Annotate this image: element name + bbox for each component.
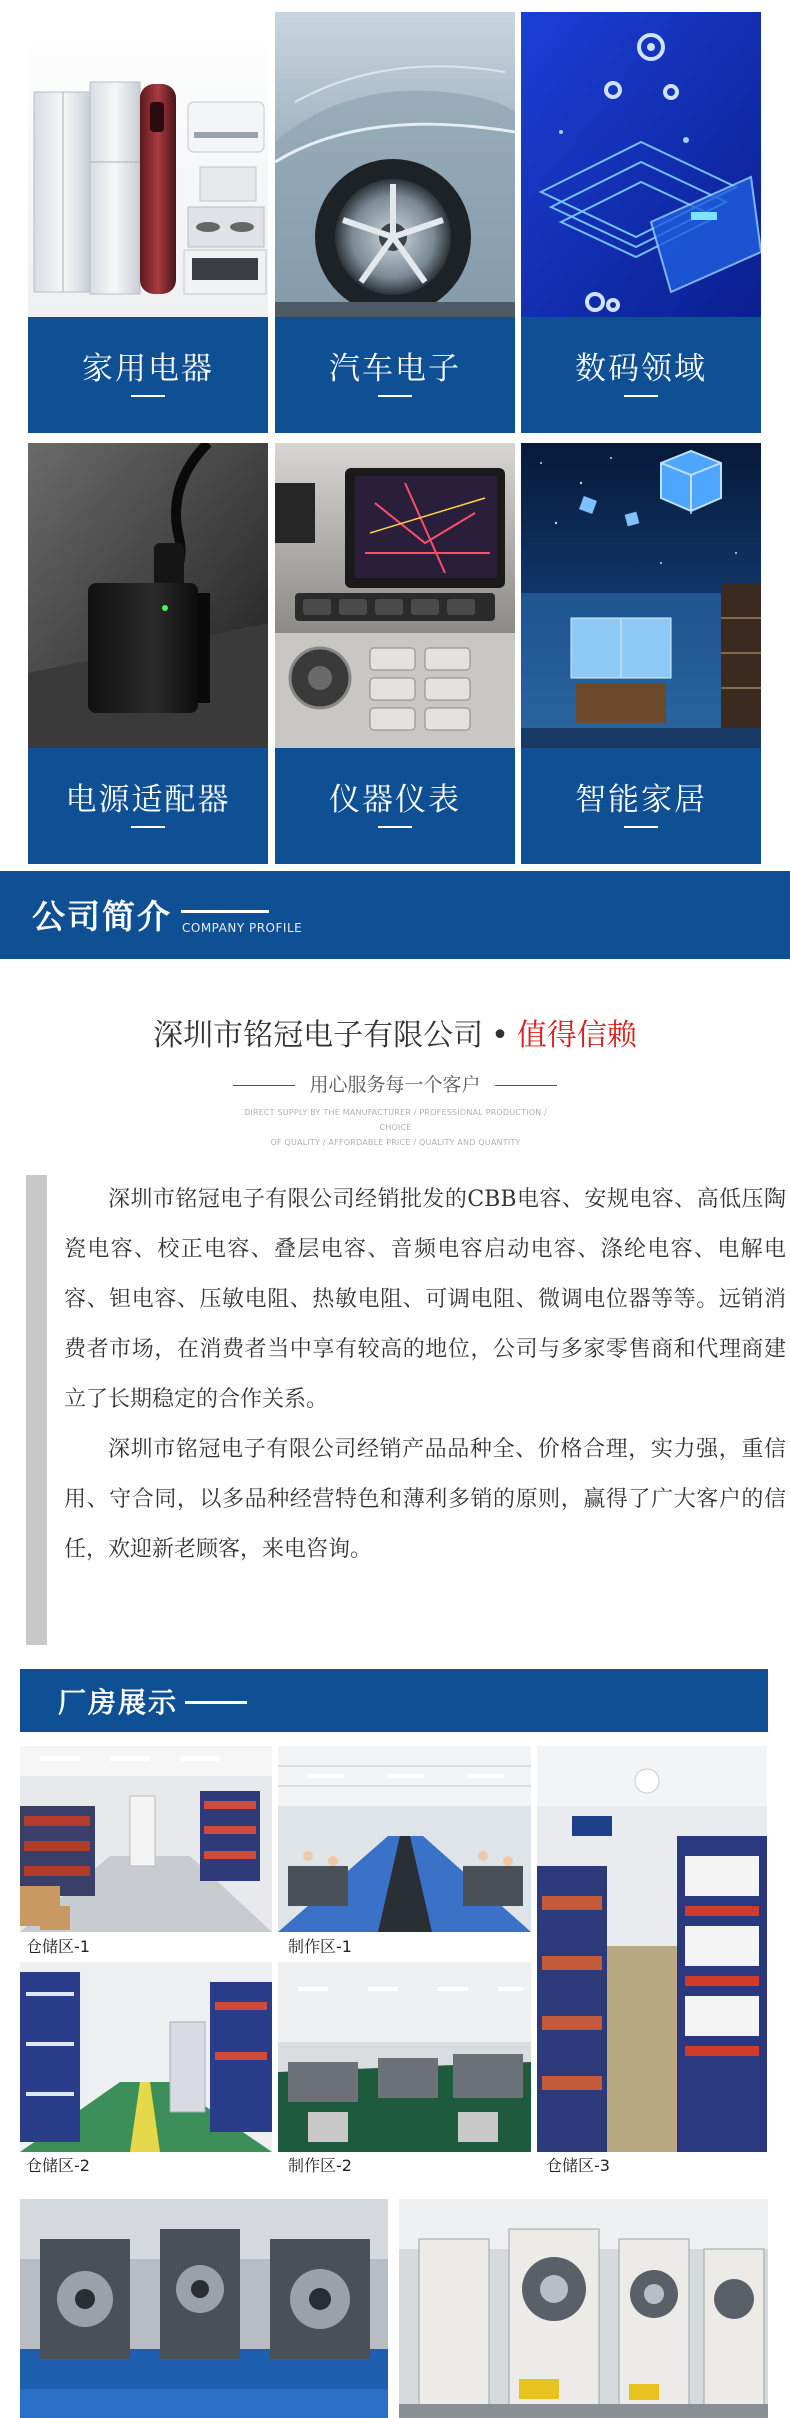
digital-gears-photo [521,12,761,317]
app-label-text: 智能家居 [575,782,707,818]
label-dash [624,395,658,397]
motto-line-right [495,1085,557,1086]
app-label-text: 仪器仪表 [329,782,461,818]
label-dash [131,826,165,828]
app-tile-instruments[interactable] [275,443,515,864]
intro-text [64,1175,786,1575]
photo-caption: 仓储区-3 [546,2156,610,2175]
label-dash [131,395,165,397]
photo-caption: 制作区-1 [288,1937,352,1956]
app-label-text: 电源适配器 [65,782,231,818]
app-label [28,748,268,864]
factory-photo-warehouse-3[interactable] [537,1746,767,2152]
title-underline [185,1701,247,1704]
title-underline [181,910,269,913]
app-tile-power-adapter[interactable] [28,443,268,864]
factory-photo-warehouse-2[interactable] [20,1962,272,2152]
section-title: 厂房展示 [58,1686,179,1719]
section-subtitle: COMPANY PROFILE [182,921,303,935]
app-label-text: 数码领域 [575,351,707,387]
intro-paragraph: 深圳市铭冠电子有限公司经销产品品种全、价格合理，实力强，重信用、守合同，以多品种经营特色和薄利多销的原则，赢得了广大客户的信任，欢迎新老顾客，来电咨询。 [64,1437,786,1562]
intro-paragraph: 深圳市铭冠电子有限公司经销批发的CBB电容、安规电容、高低压陶瓷电容、校正电容、叠层电容、音频电容启动电容、涤纶电容、电解电容、钽电容、压敏电阻、热敏电阻、可调电阻、微调电位器等等。远销消费者市场，在消费者当中享有较高的地位，公司与多家零售商和代理商建立了长期稳定的合作关系。 [64,1187,786,1412]
factory-photo-machinery-2[interactable] [399,2199,768,2418]
company-intro [26,1175,786,1645]
company-headline [0,1010,790,1054]
factory-photo-machinery-1[interactable] [20,2199,388,2418]
factory-photo-warehouse-1[interactable] [20,1746,272,1932]
company-name: 深圳市铭冠电子有限公司 [153,1018,484,1053]
company-profile-header [0,871,790,959]
factory-showcase-header [20,1669,768,1732]
separator-dot: • [491,1018,509,1053]
factory-photo-production-2[interactable] [278,1962,531,2152]
photo-caption: 仓储区-1 [26,1937,90,1956]
intro-accent-bar [26,1175,47,1645]
app-label [275,748,515,864]
motto-text: 用心服务每一个客户 [309,1074,481,1096]
app-label [28,317,268,433]
smart-home-photo [521,443,761,748]
app-label [521,748,761,864]
motto-row [0,1070,790,1097]
label-dash [378,826,412,828]
motto-line-left [233,1085,295,1086]
app-label-text: 家用电器 [82,351,214,387]
home-appliances-photo [28,12,268,317]
power-adapter-photo [28,443,268,748]
tagline-line: DIRECT SUPPLY BY THE MANUFACTURER / PROFESSIONAL PRODUCTION / CHOICE [243,1108,548,1132]
factory-photo-production-1[interactable] [278,1746,531,1932]
app-tile-home-appliances[interactable] [28,12,268,433]
app-label [521,317,761,433]
label-dash [378,395,412,397]
photo-caption: 制作区-2 [288,2156,352,2175]
app-tile-smart-home[interactable] [521,443,761,864]
app-label [275,317,515,433]
english-tagline [228,1105,563,1150]
section-title: 公司简介 [32,897,172,936]
label-dash [624,826,658,828]
car-dashboard-photo [275,443,515,748]
car-wheel-photo [275,12,515,317]
app-tile-automotive[interactable] [275,12,515,433]
company-slogan: 值得信赖 [516,1018,637,1053]
photo-caption: 仓储区-2 [26,2156,90,2175]
tagline-line: OF QUALITY / AFFORDABLE PRICE / QUALITY AND QUANTITY [270,1138,521,1147]
app-label-text: 汽车电子 [329,351,461,387]
app-tile-digital[interactable] [521,12,761,433]
